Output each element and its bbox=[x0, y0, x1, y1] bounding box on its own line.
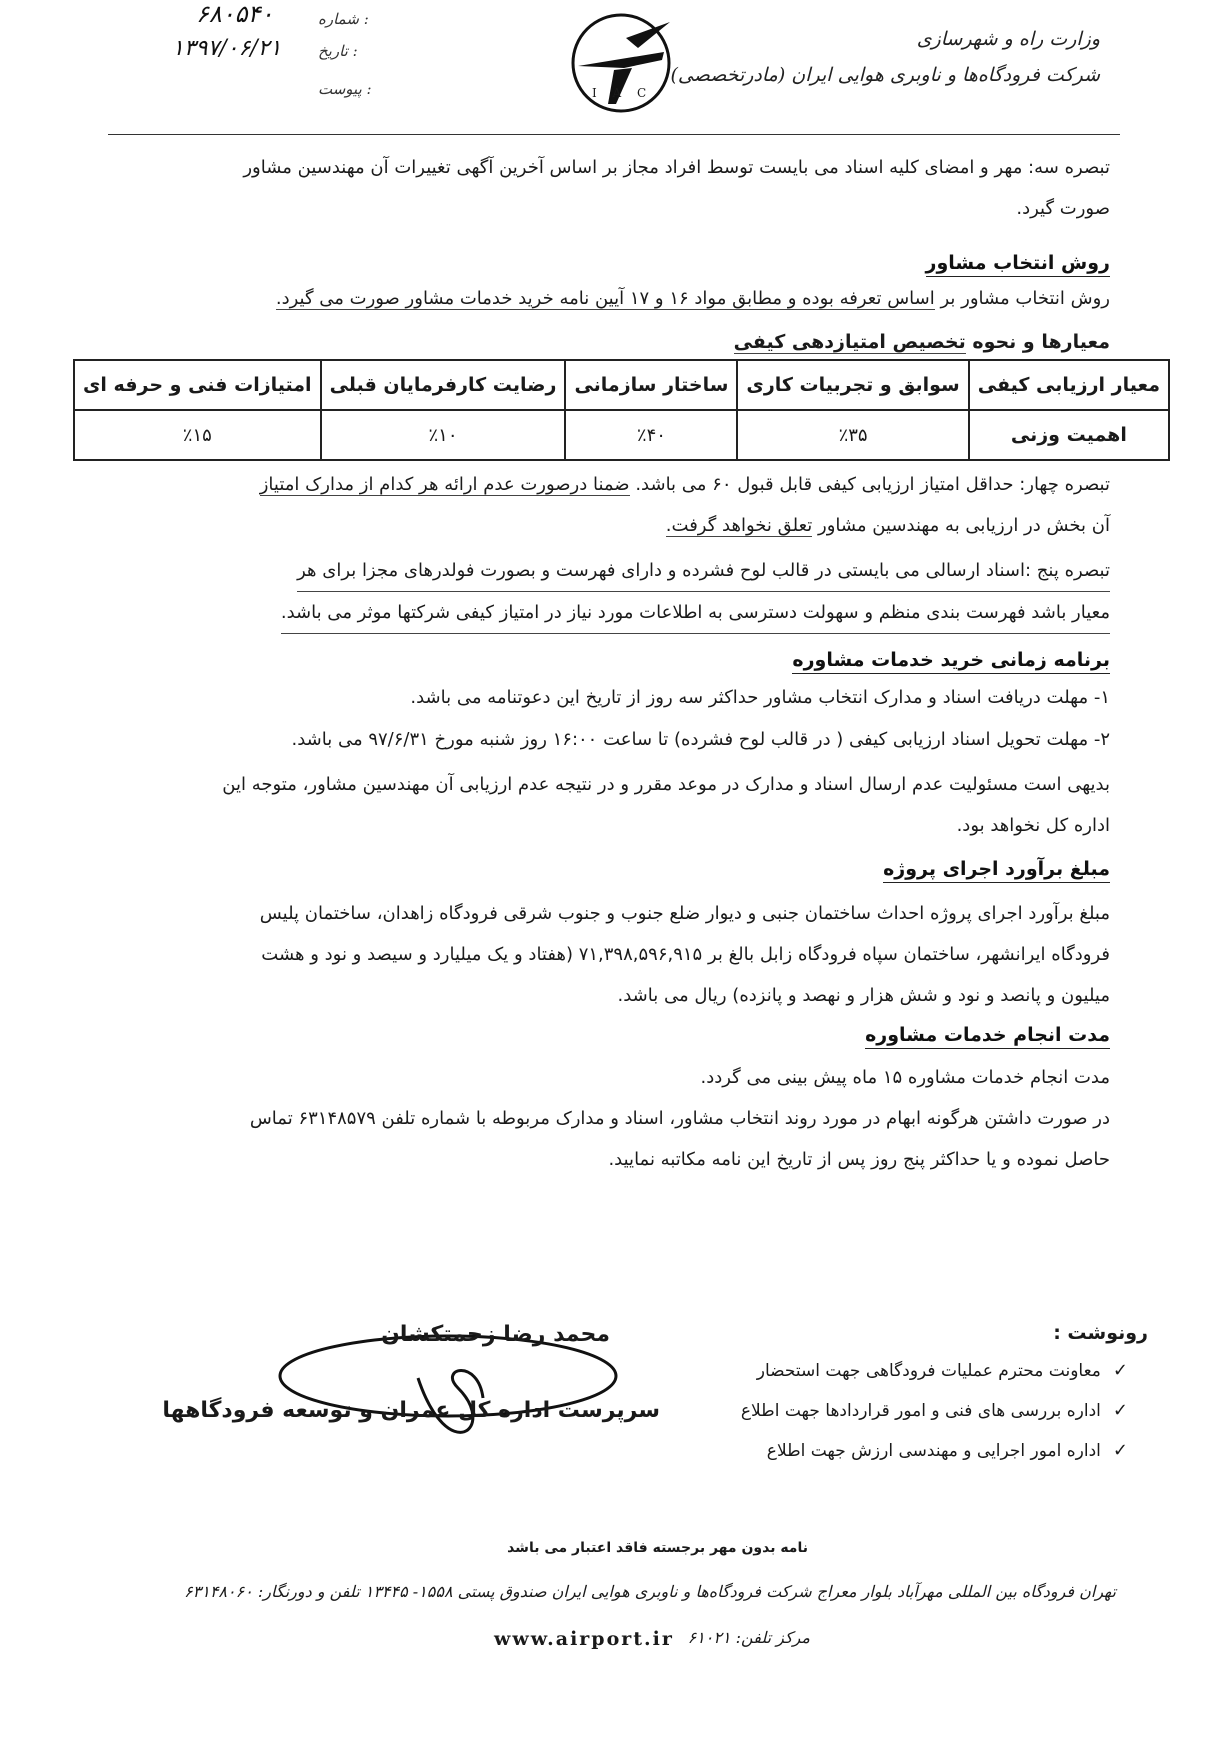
estimate-line-3: میلیون و پانصد و نود و شش هزار و نهصد و پانزده) ریال می باشد. bbox=[617, 985, 1110, 1006]
date-label: تاریخ : bbox=[318, 42, 358, 60]
responsibility-note bbox=[150, 764, 1110, 846]
note-five-line-2: معیار باشد فهرست بندی منظم و سهولت دسترسی به اطلاعات مورد نیاز در امتیاز کیفی شرکتها موثر می باشد. bbox=[281, 592, 1110, 634]
schedule-item-2: ۲- مهلت تحویل اسناد ارزیابی کیفی ( در قالب لوح فشرده) تا ساعت ۱۶:۰۰ روز شنبه مورخ ۹۷/۶/۳۱ می باشد. bbox=[291, 729, 1110, 750]
check-icon: ✓ bbox=[1112, 1400, 1128, 1421]
note-four-line-2 bbox=[150, 505, 1110, 546]
weight-row-label: اهمیت وزنی bbox=[969, 410, 1169, 460]
weight-cell: ٪۱۰ bbox=[321, 410, 566, 460]
attachment-label: پیوست : bbox=[318, 80, 372, 98]
selection-text-underlined: اساس تعرفه بوده و مطابق مواد ۱۶ و ۱۷ آیین نامه خرید خدمات مشاور صورت می گیرد. bbox=[275, 288, 935, 309]
date-value: ۱۳۹۷/۰۶/۲۱ bbox=[172, 36, 282, 61]
weight-cell: ٪۴۰ bbox=[565, 410, 737, 460]
table-header-cell: رضایت کارفرمایان قبلی bbox=[321, 360, 566, 410]
contact-line-1: در صورت داشتن هرگونه ابهام در مورد روند انتخاب مشاور، اسناد و مدارک مربوطه با شماره تلفن ۶۳۱۴۸۵۷۹ تماس bbox=[249, 1108, 1110, 1129]
duration-line: مدت انجام خدمات مشاوره ۱۵ ماه پیش بینی می گردد. bbox=[700, 1067, 1110, 1088]
criteria-heading-underlined: تخصیص امتیازدهی کیفی bbox=[733, 331, 966, 353]
selection-method-text bbox=[276, 288, 1110, 309]
stamp-notice: نامه بدون مهر برجسته فاقد اعتبار می باشد bbox=[507, 1540, 808, 1556]
note-five bbox=[150, 550, 1110, 634]
table-header-cell: امتیازات فنی و حرفه ای bbox=[74, 360, 321, 410]
table-header-row bbox=[74, 360, 1169, 410]
schedule-item-1: ۱- مهلت دریافت اسناد و مدارک انتخاب مشاور حداکثر سه روز از تاریخ این دعوتنامه می باشد. bbox=[410, 687, 1110, 708]
company-name: شرکت فرودگاه‌ها و ناوبری هوایی ایران (مادرتخصصی) bbox=[670, 64, 1100, 86]
table-row bbox=[74, 410, 1169, 460]
responsibility-line-2: اداره کل نخواهد بود. bbox=[956, 815, 1110, 836]
note-three-line-1: تبصره سه: مهر و امضای کلیه اسناد می بایست توسط افراد مجاز بر اساس آخرین آگهی تغییرات آن مهندسین مشاور bbox=[243, 157, 1110, 178]
note-four-line-1-underlined: ضمنا درصورت عدم ارائه هر کدام از مدارک امتیاز bbox=[259, 474, 630, 495]
footer-switchboard: مرکز تلفن: ۶۱۰۲۱ bbox=[687, 1628, 810, 1647]
signatory-name: محمد رضا زحمتکشان bbox=[381, 1322, 610, 1347]
evaluation-table-grid bbox=[73, 359, 1170, 461]
iac-logo bbox=[566, 8, 676, 118]
note-four-line-1 bbox=[150, 464, 1110, 505]
check-icon: ✓ bbox=[1112, 1360, 1128, 1381]
note-three bbox=[150, 147, 1110, 229]
website-link[interactable]: www.airport.ir bbox=[494, 1628, 674, 1650]
logo-letters: I A C bbox=[592, 86, 653, 100]
estimate-line-2: فرودگاه ایرانشهر، ساختمان سپاه فرودگاه زابل بالغ بر ۷۱,۳۹۸,۵۹۶,۹۱۵ (هفتاد و یک میلیارد و سیصد و نود و هشت bbox=[261, 944, 1110, 965]
selection-text-plain: روش انتخاب مشاور بر bbox=[934, 288, 1110, 309]
responsibility-line-1: بدیهی است مسئولیت عدم ارسال اسناد و مدارک در موعد مقرر و در نتیجه عدم ارزیابی آن مهندسین مشاور، متوجه این bbox=[222, 774, 1110, 795]
weight-cell: ٪۱۵ bbox=[74, 410, 321, 460]
footer-address: تهران فرودگاه بین المللی مهرآباد بلوار معراج شرکت فرودگاه‌ها و ناوبری هوایی ایران صندوق پستی ۱۵۵۸- ۱۳۴۴۵ تلفن و دورنگار: ۶۳۱۴۸۰۶۰ bbox=[184, 1582, 1116, 1601]
note-five-line-1: تبصره پنج :اسناد ارسالی می بایستی در قالب لوح فشرده و دارای فهرست و بصورت فولدرهای مجزا برای هر bbox=[297, 550, 1110, 592]
note-four-line-2-plain: آن بخش در ارزیابی به مهندسین مشاور bbox=[812, 515, 1110, 536]
cc-item-text: اداره بررسی های فنی و امور قراردادها جهت اطلاع bbox=[740, 1401, 1101, 1421]
note-four bbox=[150, 464, 1110, 546]
ministry-name: وزارت راه و شهرسازی bbox=[916, 28, 1100, 50]
cc-label: رونوشت : bbox=[1053, 1322, 1148, 1344]
selection-method-heading: روش انتخاب مشاور bbox=[926, 252, 1111, 277]
estimate-heading: مبلغ برآورد اجرای پروژه bbox=[883, 858, 1110, 883]
cc-item-text: معاونت محترم عملیات فرودگاهی جهت استحضار bbox=[756, 1361, 1101, 1381]
note-four-line-1-plain: تبصره چهار: حداقل امتیاز ارزیابی کیفی قابل قبول ۶۰ می باشد. bbox=[629, 474, 1110, 495]
duration-heading: مدت انجام خدمات مشاوره bbox=[865, 1024, 1110, 1049]
number-value: ۶۸۰۵۴۰ bbox=[196, 0, 274, 28]
number-label: شماره : bbox=[318, 10, 369, 28]
table-header-cell: ساختار سازمانی bbox=[565, 360, 737, 410]
list-item bbox=[740, 1400, 1128, 1440]
check-icon: ✓ bbox=[1112, 1440, 1128, 1461]
cc-item-text: اداره امور اجرایی و مهندسی ارزش جهت اطلاع bbox=[766, 1441, 1101, 1461]
evaluation-table bbox=[73, 359, 1170, 461]
table-header-cell: معیار ارزیابی کیفی bbox=[969, 360, 1169, 410]
list-item bbox=[756, 1360, 1128, 1400]
cc-list bbox=[740, 1360, 1128, 1480]
table-header-cell: سوابق و تجربیات کاری bbox=[737, 360, 968, 410]
contact-line-2: حاصل نموده و یا حداکثر پنج روز پس از تاریخ این نامه مکاتبه نمایید. bbox=[608, 1149, 1110, 1170]
signatory-title: سرپرست اداره کل عمران و توسعه فرودگاهها bbox=[162, 1398, 660, 1423]
criteria-heading-plain: معیارها و نحوه bbox=[965, 331, 1110, 353]
header-divider bbox=[108, 134, 1120, 135]
estimate-line-1: مبلغ برآورد اجرای پروژه احداث ساختمان جنبی و دیوار ضلع جنوب و جنوب شرقی فرودگاه زاهدان، ساختمان پلیس bbox=[259, 903, 1110, 924]
weight-cell: ٪۳۵ bbox=[737, 410, 968, 460]
iac-logo-graphic bbox=[566, 8, 676, 118]
duration-text bbox=[150, 1057, 1110, 1180]
note-three-line-2: صورت گیرد. bbox=[1016, 198, 1110, 219]
list-item bbox=[768, 1440, 1128, 1480]
estimate-text bbox=[150, 893, 1110, 1016]
note-four-line-2-underlined: تعلق نخواهد گرفت. bbox=[665, 515, 813, 536]
schedule-heading: برنامه زمانی خرید خدمات مشاوره bbox=[792, 649, 1110, 674]
criteria-heading bbox=[734, 331, 1110, 353]
